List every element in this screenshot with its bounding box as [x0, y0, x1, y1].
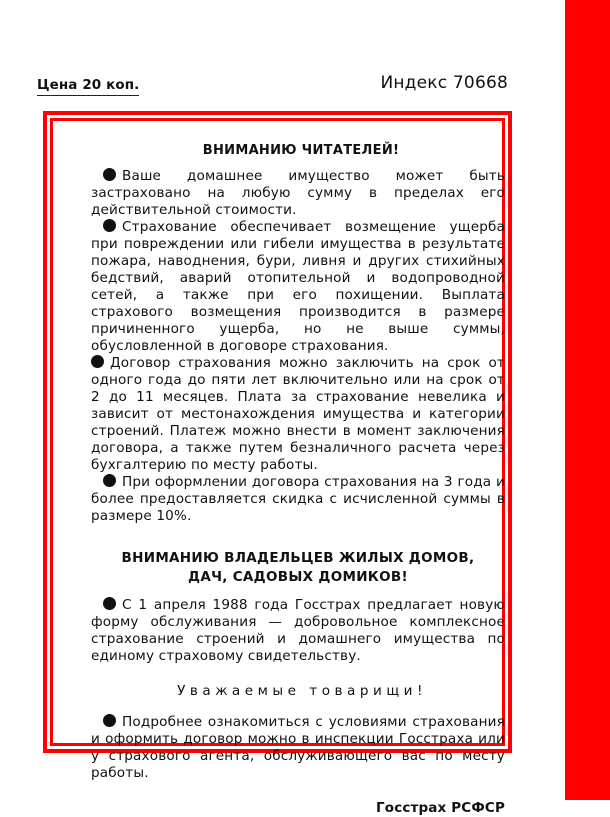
paragraph: При оформлении договора страхования на 3 года и более предоставляется скидка с исчисленной суммы в размере 10%. — [91, 474, 505, 524]
bullet-icon — [91, 355, 104, 368]
heading-line: ДАЧ, САДОВЫХ ДОМИКОВ! — [188, 569, 408, 585]
bullet-icon — [103, 597, 116, 610]
paragraph: Договор страхования можно заключить на срок от одного года до пяти лет включительно или на срок от 2 до 11 месяцев. Плата за страхование невелика и зависит от местонахождения имущества и категории строений. Платеж можно внести в момент заключения договора, а также путем безналичного расчета через бухгалтерию по месту работы. — [91, 355, 505, 473]
paragraph: Ваше домашнее имущество может быть застраховано на любую сумму в пределах его действительной стоимости. — [91, 168, 505, 218]
bullet-icon — [103, 168, 116, 181]
bullet-icon — [103, 219, 116, 232]
bullet-icon — [103, 474, 116, 487]
heading-house-owners — [91, 549, 505, 587]
heading-line: ВНИМАНИЮ ВЛАДЕЛЬЦЕВ ЖИЛЫХ ДОМОВ, — [121, 550, 475, 566]
paragraph: Подробнее ознакомиться с условиями страхования и оформить договор можно в инспекции Госстраха или у страхового агента, обслуживающего вас по месту работы. — [91, 714, 505, 781]
red-side-strip — [565, 0, 610, 800]
notice-content — [91, 142, 505, 817]
heading-readers: ВНИМАНИЮ ЧИТАТЕЛЕЙ! — [202, 143, 400, 158]
bullet-icon — [103, 714, 116, 727]
index-label: Индекс 70668 — [380, 73, 508, 93]
paragraph: С 1 апреля 1988 года Госстрах предлагает новую форму обслуживания — добровольное комплексное страхование строений и домашнего имущества по единому страховому свидетельству. — [91, 597, 505, 664]
price-label: Цена 20 коп. — [37, 77, 139, 96]
signature: Госстрах РСФСР — [376, 800, 505, 816]
paragraph: Страхование обеспечивает возмещение ущерба при повреждении или гибели имущества в результате пожара, наводнения, бури, ливня и других стихийных бедствий, аварий отопительной и водопроводной сетей, а также при его похищении. Выплата страхового возмещения производится в размере причиненного ущерба, но не выше суммы, обусловленной в договоре страхования. — [91, 219, 505, 354]
salutation: Уважаемые товарищи! — [177, 683, 427, 699]
